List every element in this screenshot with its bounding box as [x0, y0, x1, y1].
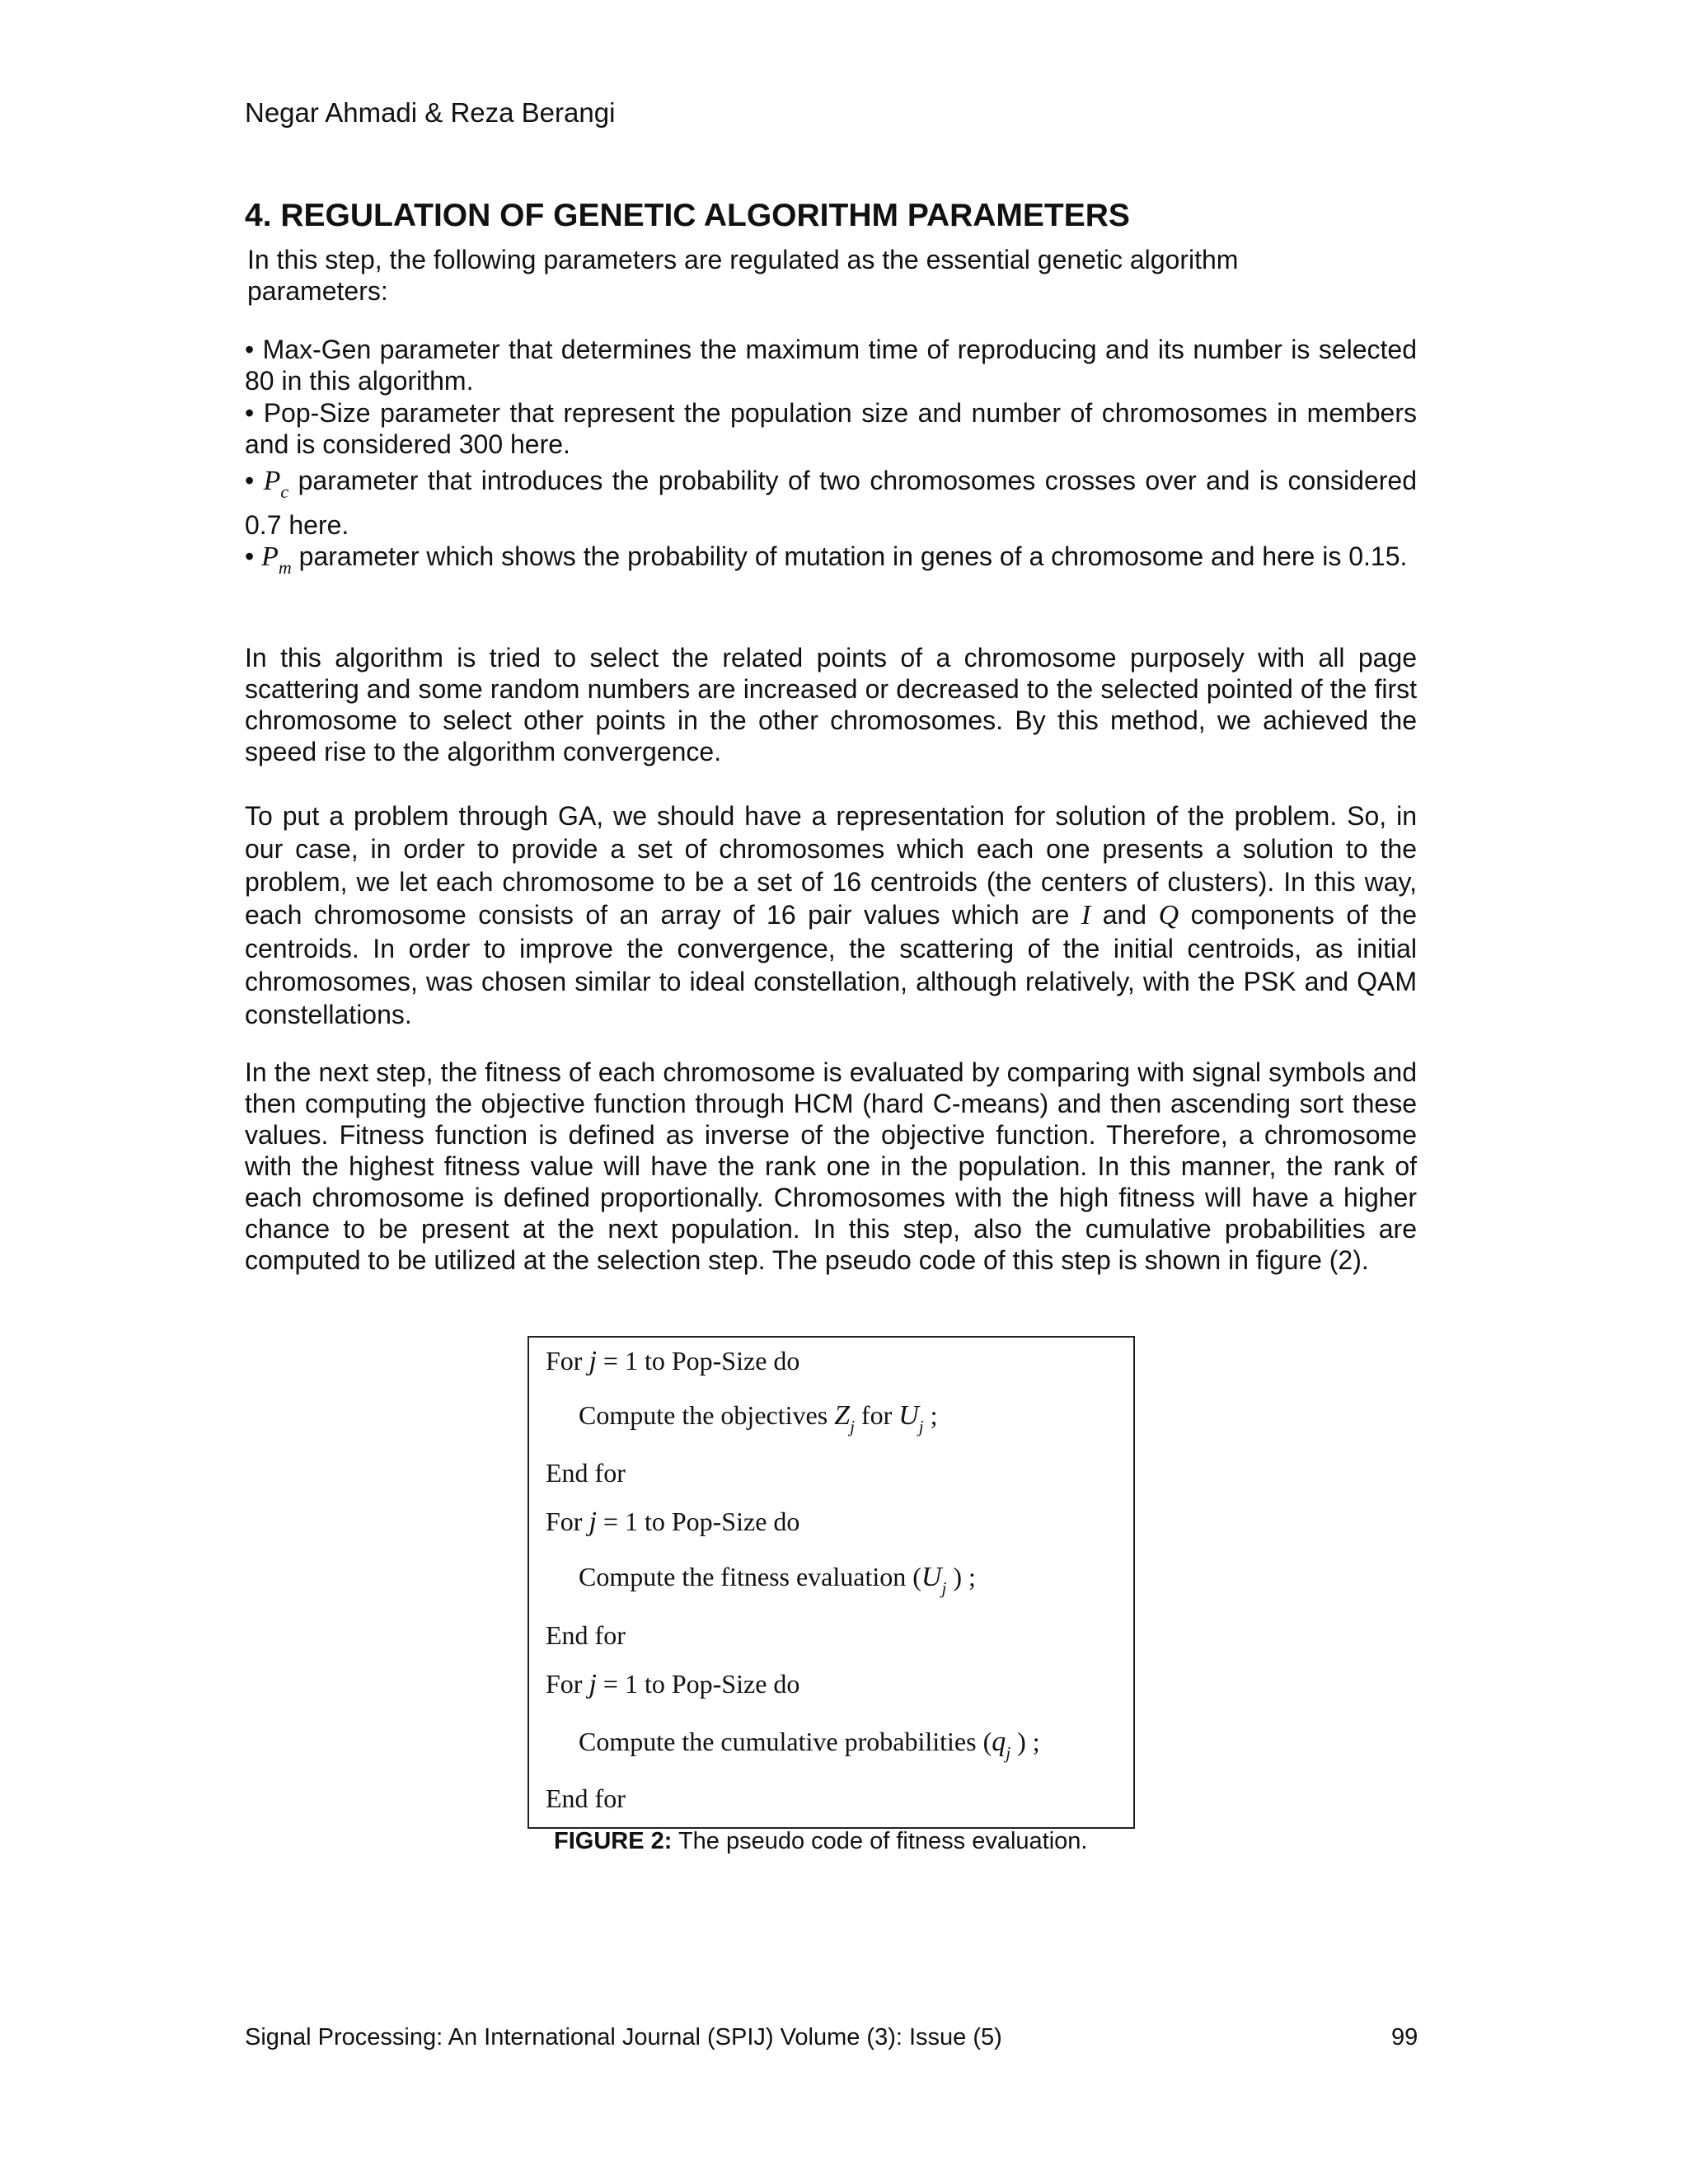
code-var-u: U — [898, 1400, 919, 1431]
code-var-j: j — [588, 1346, 597, 1376]
bullet-pc — [245, 460, 1417, 546]
code-eq: = 1 — [596, 1507, 638, 1536]
q-component-symbol: Q — [1158, 900, 1179, 930]
code-compute-objectives — [579, 1400, 938, 1436]
code-for-3 — [546, 1669, 799, 1700]
code-range: to Pop-Size do — [637, 1669, 800, 1699]
code-compute-fitness — [579, 1562, 976, 1598]
code-end-for-2: End for — [546, 1620, 626, 1650]
code-text: Compute the objectives — [579, 1400, 835, 1430]
code-compute-cumulative — [579, 1727, 1040, 1763]
pseudocode-figure — [528, 1336, 1135, 1829]
bullet-pc-text: parameter that introduces the probability of two chromosomes crosses over and is considered 0.7 here. — [245, 466, 1418, 540]
code-for-2 — [546, 1507, 799, 1538]
code-text: for — [854, 1400, 899, 1430]
code-sub: j — [941, 1578, 947, 1598]
pc-symbol: P — [263, 466, 281, 496]
code-eq: = 1 — [596, 1346, 638, 1376]
code-for-1 — [546, 1346, 799, 1377]
bullet-pc-marker: • — [245, 466, 255, 495]
pm-subscript: m — [278, 557, 292, 578]
code-end-for-3: End for — [546, 1783, 626, 1813]
paragraph-fitness: In the next step, the fitness of each chromosome is evaluated by comparing with signal symbols and then computing the objective function through HCM (hard C-means) and then ascending sort these values. Fitness function is defined as inverse of the objective function. Therefore, a chromosome with the highest fitness value will have the rank one in the population. In this manner, the rank of each chromosome is defined proportionally. Chromosomes with the high fitness will have a higher chance to be present at the next population. In this step, also the cumulative probabilities are computed to be utilized at the selection step. The pseudo code of this step is shown in figure (2). — [245, 1057, 1417, 1275]
code-sub: j — [918, 1417, 924, 1436]
bullet-pop-size: • Pop-Size parameter that represent the population size and number of chromosomes in members and is considered 300 here. — [245, 398, 1417, 459]
code-var-u: U — [921, 1562, 942, 1592]
intro-paragraph: In this step, the following parameters are regulated as the essential genetic algorithm parameters: — [247, 245, 1239, 306]
pc-subscript: c — [280, 481, 289, 502]
code-end-for-1: End for — [546, 1458, 626, 1488]
pm-symbol: P — [261, 541, 279, 572]
footer-journal: Signal Processing: An International Journal (SPIJ) Volume (3): Issue (5) — [245, 2024, 1002, 2050]
section-title: 4. REGULATION OF GENETIC ALGORITHM PARAMETERS — [245, 198, 1130, 233]
code-text: ) ; — [1010, 1727, 1040, 1756]
code-sub: j — [850, 1417, 855, 1436]
p2-text-b: components of the centroids. In order to improve the convergence, the scattering of the initial centroids, as initial chromosomes, was chosen similar to ideal constellation, although relatively, with the PSK and QAM constellations. — [245, 900, 1418, 1029]
bullet-pm — [245, 536, 1417, 580]
code-text: Compute the fitness evaluation ( — [579, 1562, 921, 1591]
footer-page-number: 99 — [1391, 2024, 1418, 2050]
code-for-keyword: For — [546, 1669, 589, 1699]
code-text: ; — [923, 1400, 938, 1430]
code-var-j: j — [588, 1669, 597, 1699]
code-text: ) ; — [946, 1562, 976, 1591]
p2-and: and — [1090, 900, 1159, 930]
paragraph-representation — [245, 799, 1417, 1031]
code-for-keyword: For — [546, 1346, 589, 1376]
code-range: to Pop-Size do — [637, 1346, 800, 1376]
p2-text-a: To put a problem through GA, we should have a representation for solution of the problem. So, in our case, in order to provide a set of chromosomes which each one presents a solution to the problem, we let each chromosome to be a set of 16 centroids (the centers of clusters). In this way, each chromosome consists of an array of 16 pair values which are — [245, 801, 1417, 930]
figure-caption — [554, 1828, 1088, 1855]
code-range: to Pop-Size do — [637, 1507, 800, 1536]
bullet-pm-marker: • — [245, 541, 255, 571]
code-var-j: j — [588, 1507, 597, 1537]
running-head-authors: Negar Ahmadi & Reza Berangi — [245, 97, 616, 128]
code-eq: = 1 — [596, 1669, 638, 1699]
code-for-keyword: For — [546, 1507, 589, 1536]
paragraph-selection: In this algorithm is tried to select the related points of a chromosome purposely with all page scattering and some random numbers are increased or decreased to the selected pointed of the first chromosome to select other points in the other chromosomes. By this method, we achieved the speed rise to the algorithm convergence. — [245, 643, 1417, 766]
caption-text: The pseudo code of fitness evaluation. — [672, 1828, 1088, 1854]
bullet-max-gen: • Max-Gen parameter that determines the maximum time of reproducing and its number is selected 80 in this algorithm. — [245, 335, 1417, 396]
bullet-pm-text: parameter which shows the probability of mutation in genes of a chromosome and here is 0.15. — [291, 541, 1408, 571]
code-var-z: Z — [834, 1400, 851, 1431]
code-var-q: q — [992, 1727, 1006, 1757]
i-component-symbol: I — [1081, 900, 1091, 930]
code-sub: j — [1006, 1743, 1011, 1763]
code-text: Compute the cumulative probabilities ( — [579, 1727, 992, 1756]
caption-label: FIGURE 2: — [554, 1828, 673, 1854]
